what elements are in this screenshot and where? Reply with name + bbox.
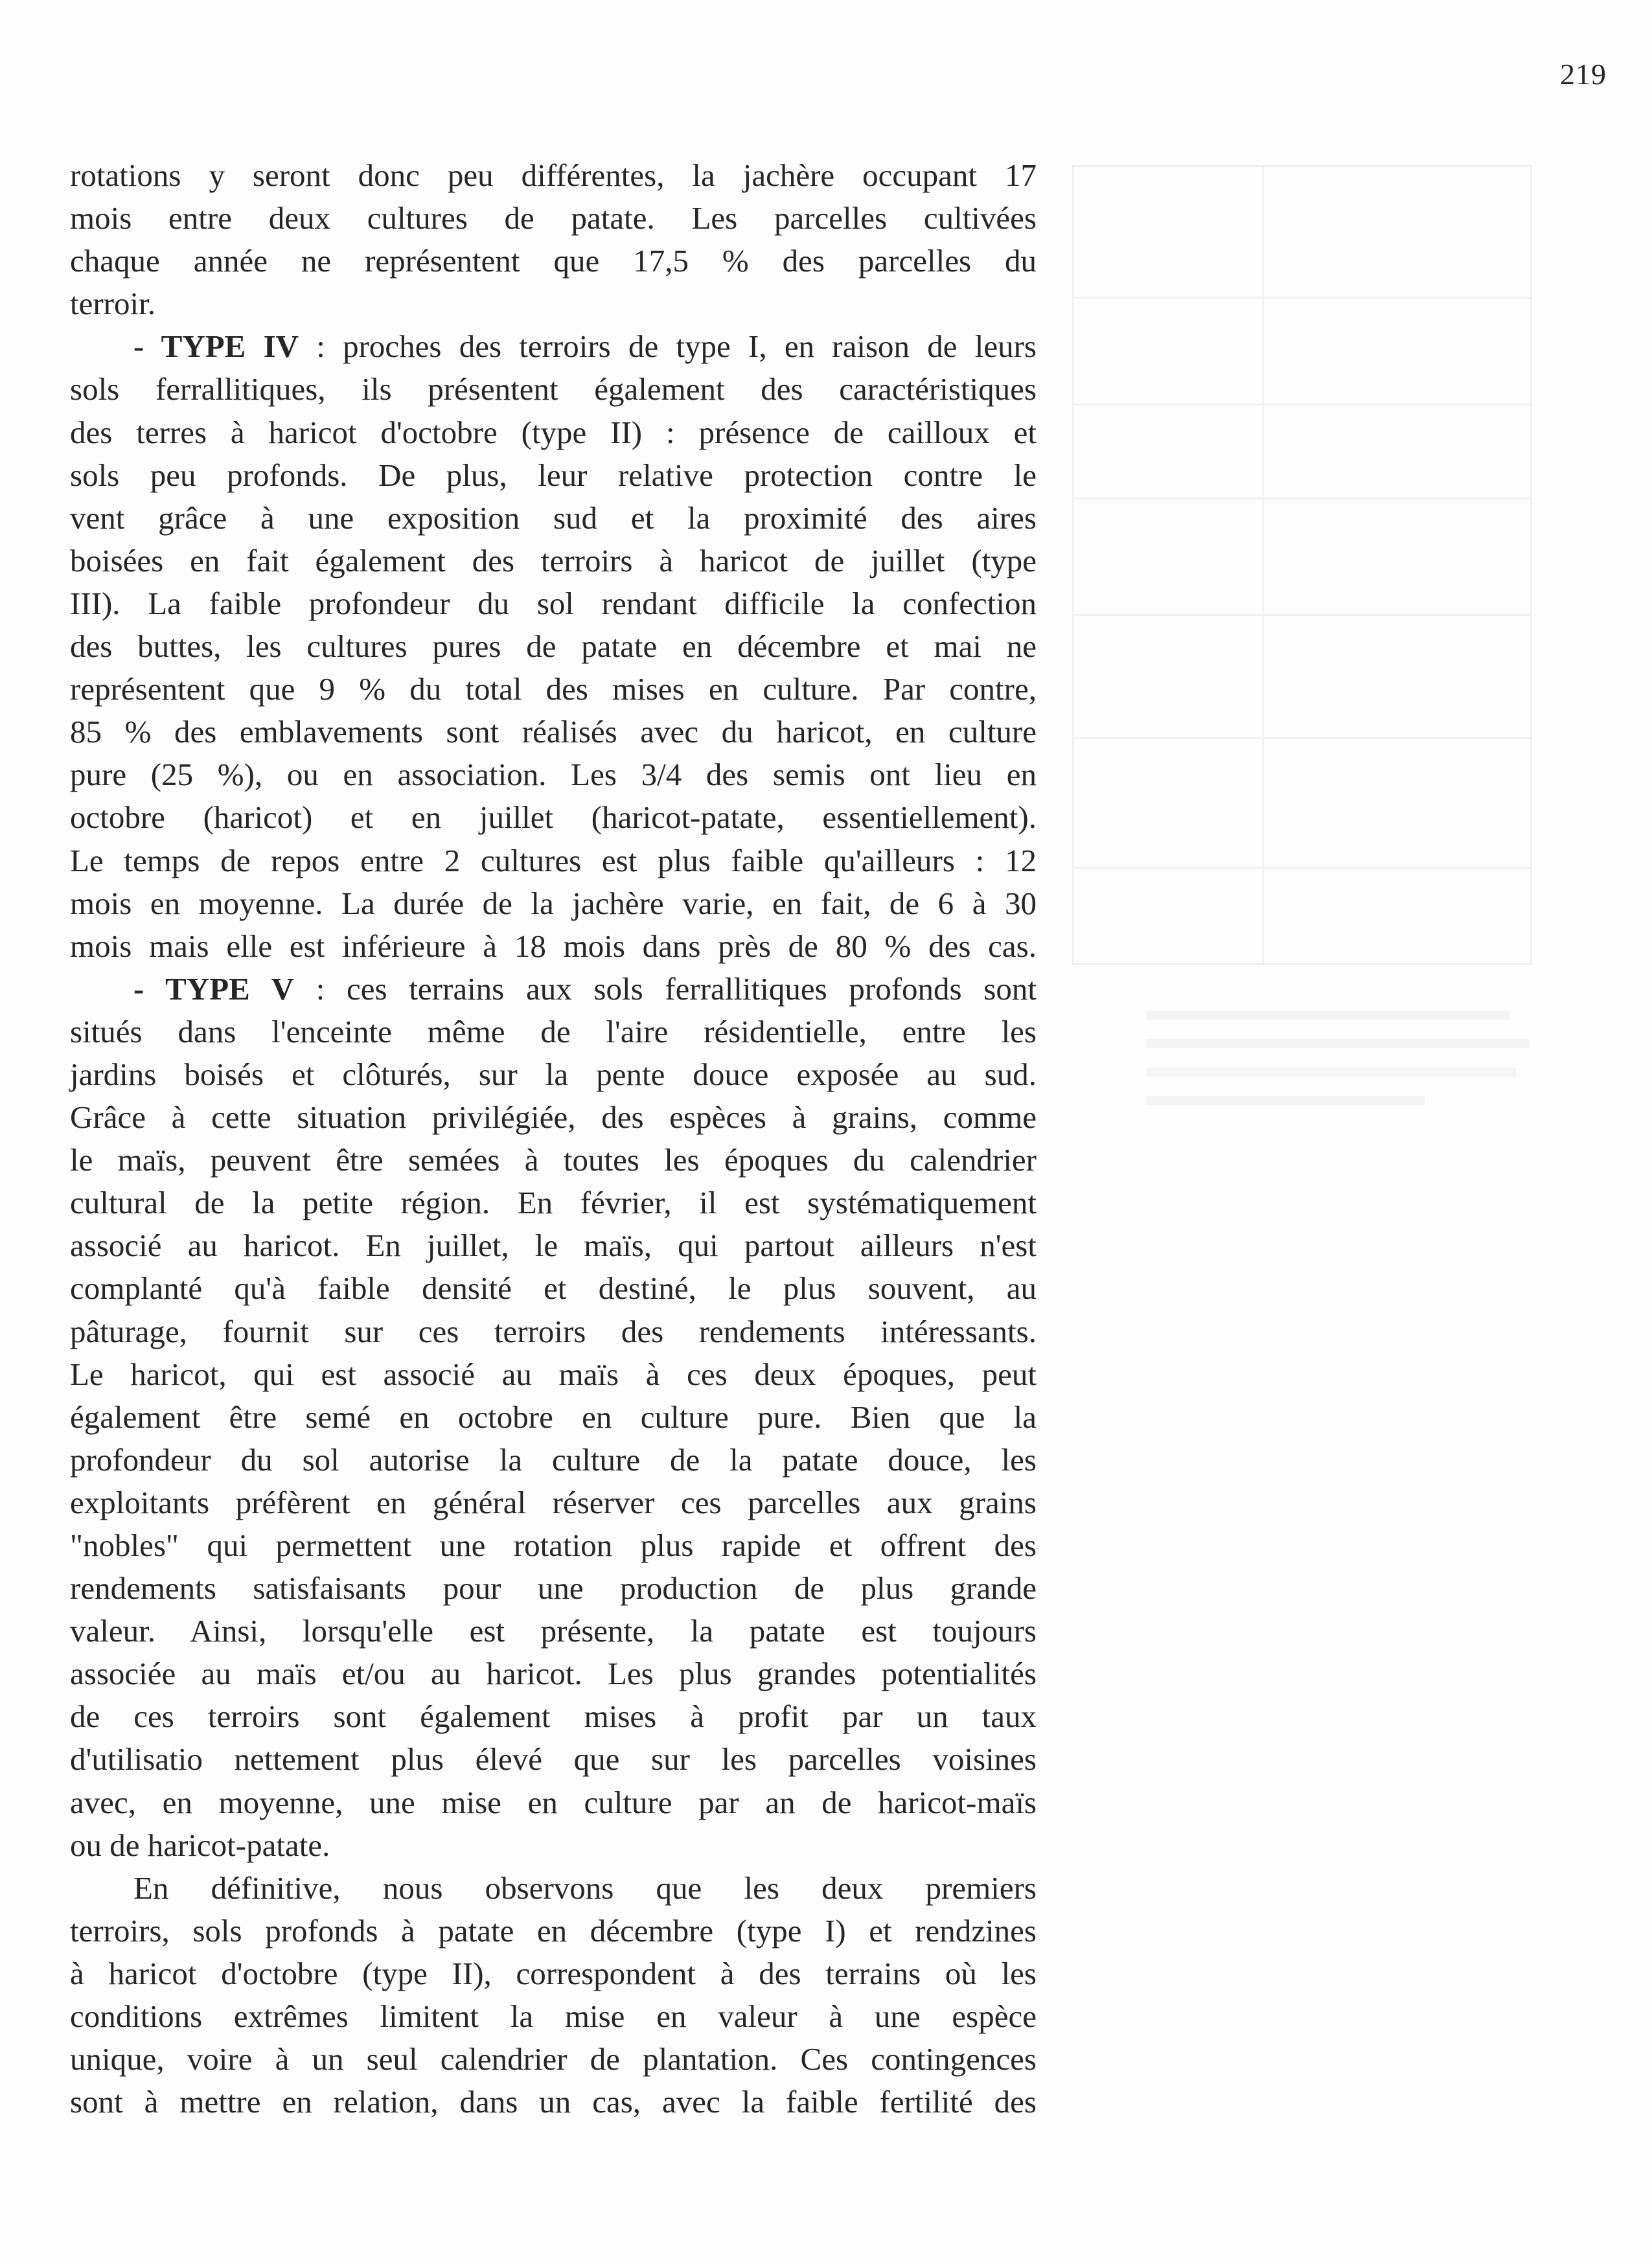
- text-line: [70, 454, 1037, 497]
- line-text: : proches des terroirs de type I, en raison de leurs: [299, 328, 1037, 365]
- section-label: - TYPE IV: [133, 328, 299, 365]
- line-text: vent grâce à une exposition sud et la proximité des aires: [70, 499, 1037, 536]
- show-through-table: [1072, 165, 1532, 965]
- line-text: des terres à haricot d'octobre (type II) : présence de cailloux et: [70, 414, 1037, 450]
- text-line: [70, 282, 1037, 325]
- text-line: [70, 1053, 1037, 1096]
- line-text: 85 % des emblavements sont réalisés avec du haricot, en culture: [70, 714, 1037, 750]
- text-line: [70, 1182, 1037, 1224]
- text-line: [70, 497, 1037, 540]
- line-text: d'utilisatio nettement plus élevé que sur les parcelles voisines: [70, 1741, 1037, 1778]
- line-text: situés dans l'enceinte même de l'aire résidentielle, entre les: [70, 1013, 1037, 1049]
- text-line: [70, 1738, 1037, 1781]
- text-line: [70, 1952, 1037, 1995]
- section-label: - TYPE V: [133, 970, 295, 1007]
- line-text: rotations y seront donc peu différentes, la jachère occupant 17: [70, 157, 1037, 193]
- text-line: [70, 1867, 1037, 1910]
- text-line: [70, 540, 1037, 582]
- line-text: mois entre deux cultures de patate. Les parcelles cultivées: [70, 200, 1037, 236]
- line-text: unique, voire à un seul calendrier de plantation. Ces contingences: [70, 2041, 1037, 2077]
- line-text: sont à mettre en relation, dans un cas, avec la faible fertilité des: [70, 2084, 1037, 2120]
- line-text: cultural de la petite région. En février, il est systématiquement: [70, 1185, 1037, 1221]
- text-line: [70, 154, 1037, 197]
- line-text: associée au maïs et/ou au haricot. Les plus grandes potentialités: [70, 1656, 1037, 1692]
- text-line: [70, 1652, 1037, 1695]
- line-text: Grâce à cette situation privilégiée, des espèces à grains, comme: [70, 1099, 1037, 1136]
- line-text: mois en moyenne. La durée de la jachère varie, en fait, de 6 à 30: [70, 885, 1037, 921]
- text-line: [70, 1011, 1037, 1053]
- text-line: [70, 840, 1037, 882]
- text-line: [70, 2038, 1037, 2081]
- text-line: [70, 1567, 1037, 1610]
- text-line: [70, 796, 1037, 839]
- text-line: [70, 368, 1037, 411]
- text-line: [70, 1224, 1037, 1267]
- line-text: avec, en moyenne, une mise en culture par an de haricot-maïs: [70, 1784, 1037, 1820]
- text-line: [70, 882, 1037, 925]
- text-line: [70, 1910, 1037, 1952]
- page-number: 219: [1560, 58, 1607, 91]
- line-text: profondeur du sol autorise la culture de la patate douce, les: [70, 1441, 1037, 1478]
- line-text: pure (25 %), ou en association. Les 3/4 des semis ont lieu en: [70, 757, 1037, 793]
- text-line: [70, 1781, 1037, 1824]
- line-text: exploitants préfèrent en général réserver ces parcelles aux grains: [70, 1484, 1037, 1520]
- line-text: octobre (haricot) et en juillet (haricot-patate, essentiellement).: [70, 799, 1037, 836]
- line-text: complanté qu'à faible densité et destiné, le plus souvent, au: [70, 1270, 1037, 1307]
- line-text: III). La faible profondeur du sol rendant difficile la confection: [70, 585, 1037, 621]
- text-line: [70, 753, 1037, 796]
- line-text: Le temps de repos entre 2 cultures est plus faible qu'ailleurs : 12: [70, 842, 1037, 878]
- text-line: [70, 1524, 1037, 1567]
- text-line: [70, 968, 1037, 1011]
- line-text: jardins boisés et clôturés, sur la pente douce exposée au sud.: [70, 1056, 1037, 1092]
- text-line: [70, 1695, 1037, 1738]
- line-text: également être semé en octobre en culture pure. Bien que la: [70, 1399, 1037, 1435]
- line-text: mois mais elle est inférieure à 18 mois dans près de 80 % des cas.: [70, 928, 1037, 964]
- text-line: [70, 1610, 1037, 1652]
- body-text: [70, 154, 1037, 2123]
- line-text: chaque année ne représentent que 17,5 % des parcelles du: [70, 243, 1037, 279]
- text-line: [70, 625, 1037, 668]
- line-text: associé au haricot. En juillet, le maïs, qui partout ailleurs n'est: [70, 1228, 1037, 1264]
- text-line: [70, 1310, 1037, 1353]
- line-text: En définitive, nous observons que les deux premiers: [133, 1870, 1037, 1906]
- line-text: représentent que 9 % du total des mises en culture. Par contre,: [70, 671, 1037, 707]
- line-text: sols peu profonds. De plus, leur relative protection contre le: [70, 457, 1037, 493]
- line-text: terroir.: [70, 286, 155, 322]
- text-line: [70, 582, 1037, 625]
- text-line: [70, 668, 1037, 711]
- text-line: [70, 240, 1037, 282]
- text-line: [70, 711, 1037, 753]
- text-line: [70, 1995, 1037, 2038]
- line-text: boisées en fait également des terroirs à haricot de juillet (type: [70, 542, 1037, 578]
- text-line: [70, 1481, 1037, 1524]
- line-text: : ces terrains aux sols ferrallitiques profonds sont: [294, 970, 1037, 1007]
- text-line: [70, 411, 1037, 454]
- line-text: ou de haricot-patate.: [70, 1827, 330, 1863]
- line-text: conditions extrêmes limitent la mise en valeur à une espèce: [70, 1998, 1037, 2035]
- line-text: le maïs, peuvent être semées à toutes les époques du calendrier: [70, 1142, 1037, 1178]
- text-line: [70, 2081, 1037, 2123]
- text-line: [70, 1439, 1037, 1481]
- line-text: sols ferrallitiques, ils présentent également des caractéristiques: [70, 371, 1037, 407]
- line-text: "nobles" qui permettent une rotation plus rapide et offrent des: [70, 1527, 1037, 1563]
- text-line: [70, 197, 1037, 240]
- line-text: à haricot d'octobre (type II), correspondent à des terrains où les: [70, 1955, 1037, 1991]
- line-text: des buttes, les cultures pures de patate en décembre et mai ne: [70, 628, 1037, 665]
- text-line: [70, 1824, 1037, 1867]
- text-line: [70, 1396, 1037, 1439]
- text-line: [70, 1096, 1037, 1139]
- line-text: valeur. Ainsi, lorsqu'elle est présente, la patate est toujours: [70, 1613, 1037, 1649]
- text-line: [70, 1267, 1037, 1310]
- text-line: [70, 1353, 1037, 1396]
- line-text: pâturage, fournit sur ces terroirs des rendements intéressants.: [70, 1313, 1037, 1349]
- line-text: Le haricot, qui est associé au maïs à ces deux époques, peut: [70, 1356, 1037, 1392]
- show-through-caption: [1147, 1011, 1535, 1127]
- text-line: [70, 325, 1037, 368]
- line-text: de ces terroirs sont également mises à profit par un taux: [70, 1698, 1037, 1735]
- text-line: [70, 1139, 1037, 1182]
- line-text: terroirs, sols profonds à patate en décembre (type I) et rendzines: [70, 1912, 1037, 1949]
- text-line: [70, 925, 1037, 968]
- line-text: rendements satisfaisants pour une production de plus grande: [70, 1570, 1037, 1607]
